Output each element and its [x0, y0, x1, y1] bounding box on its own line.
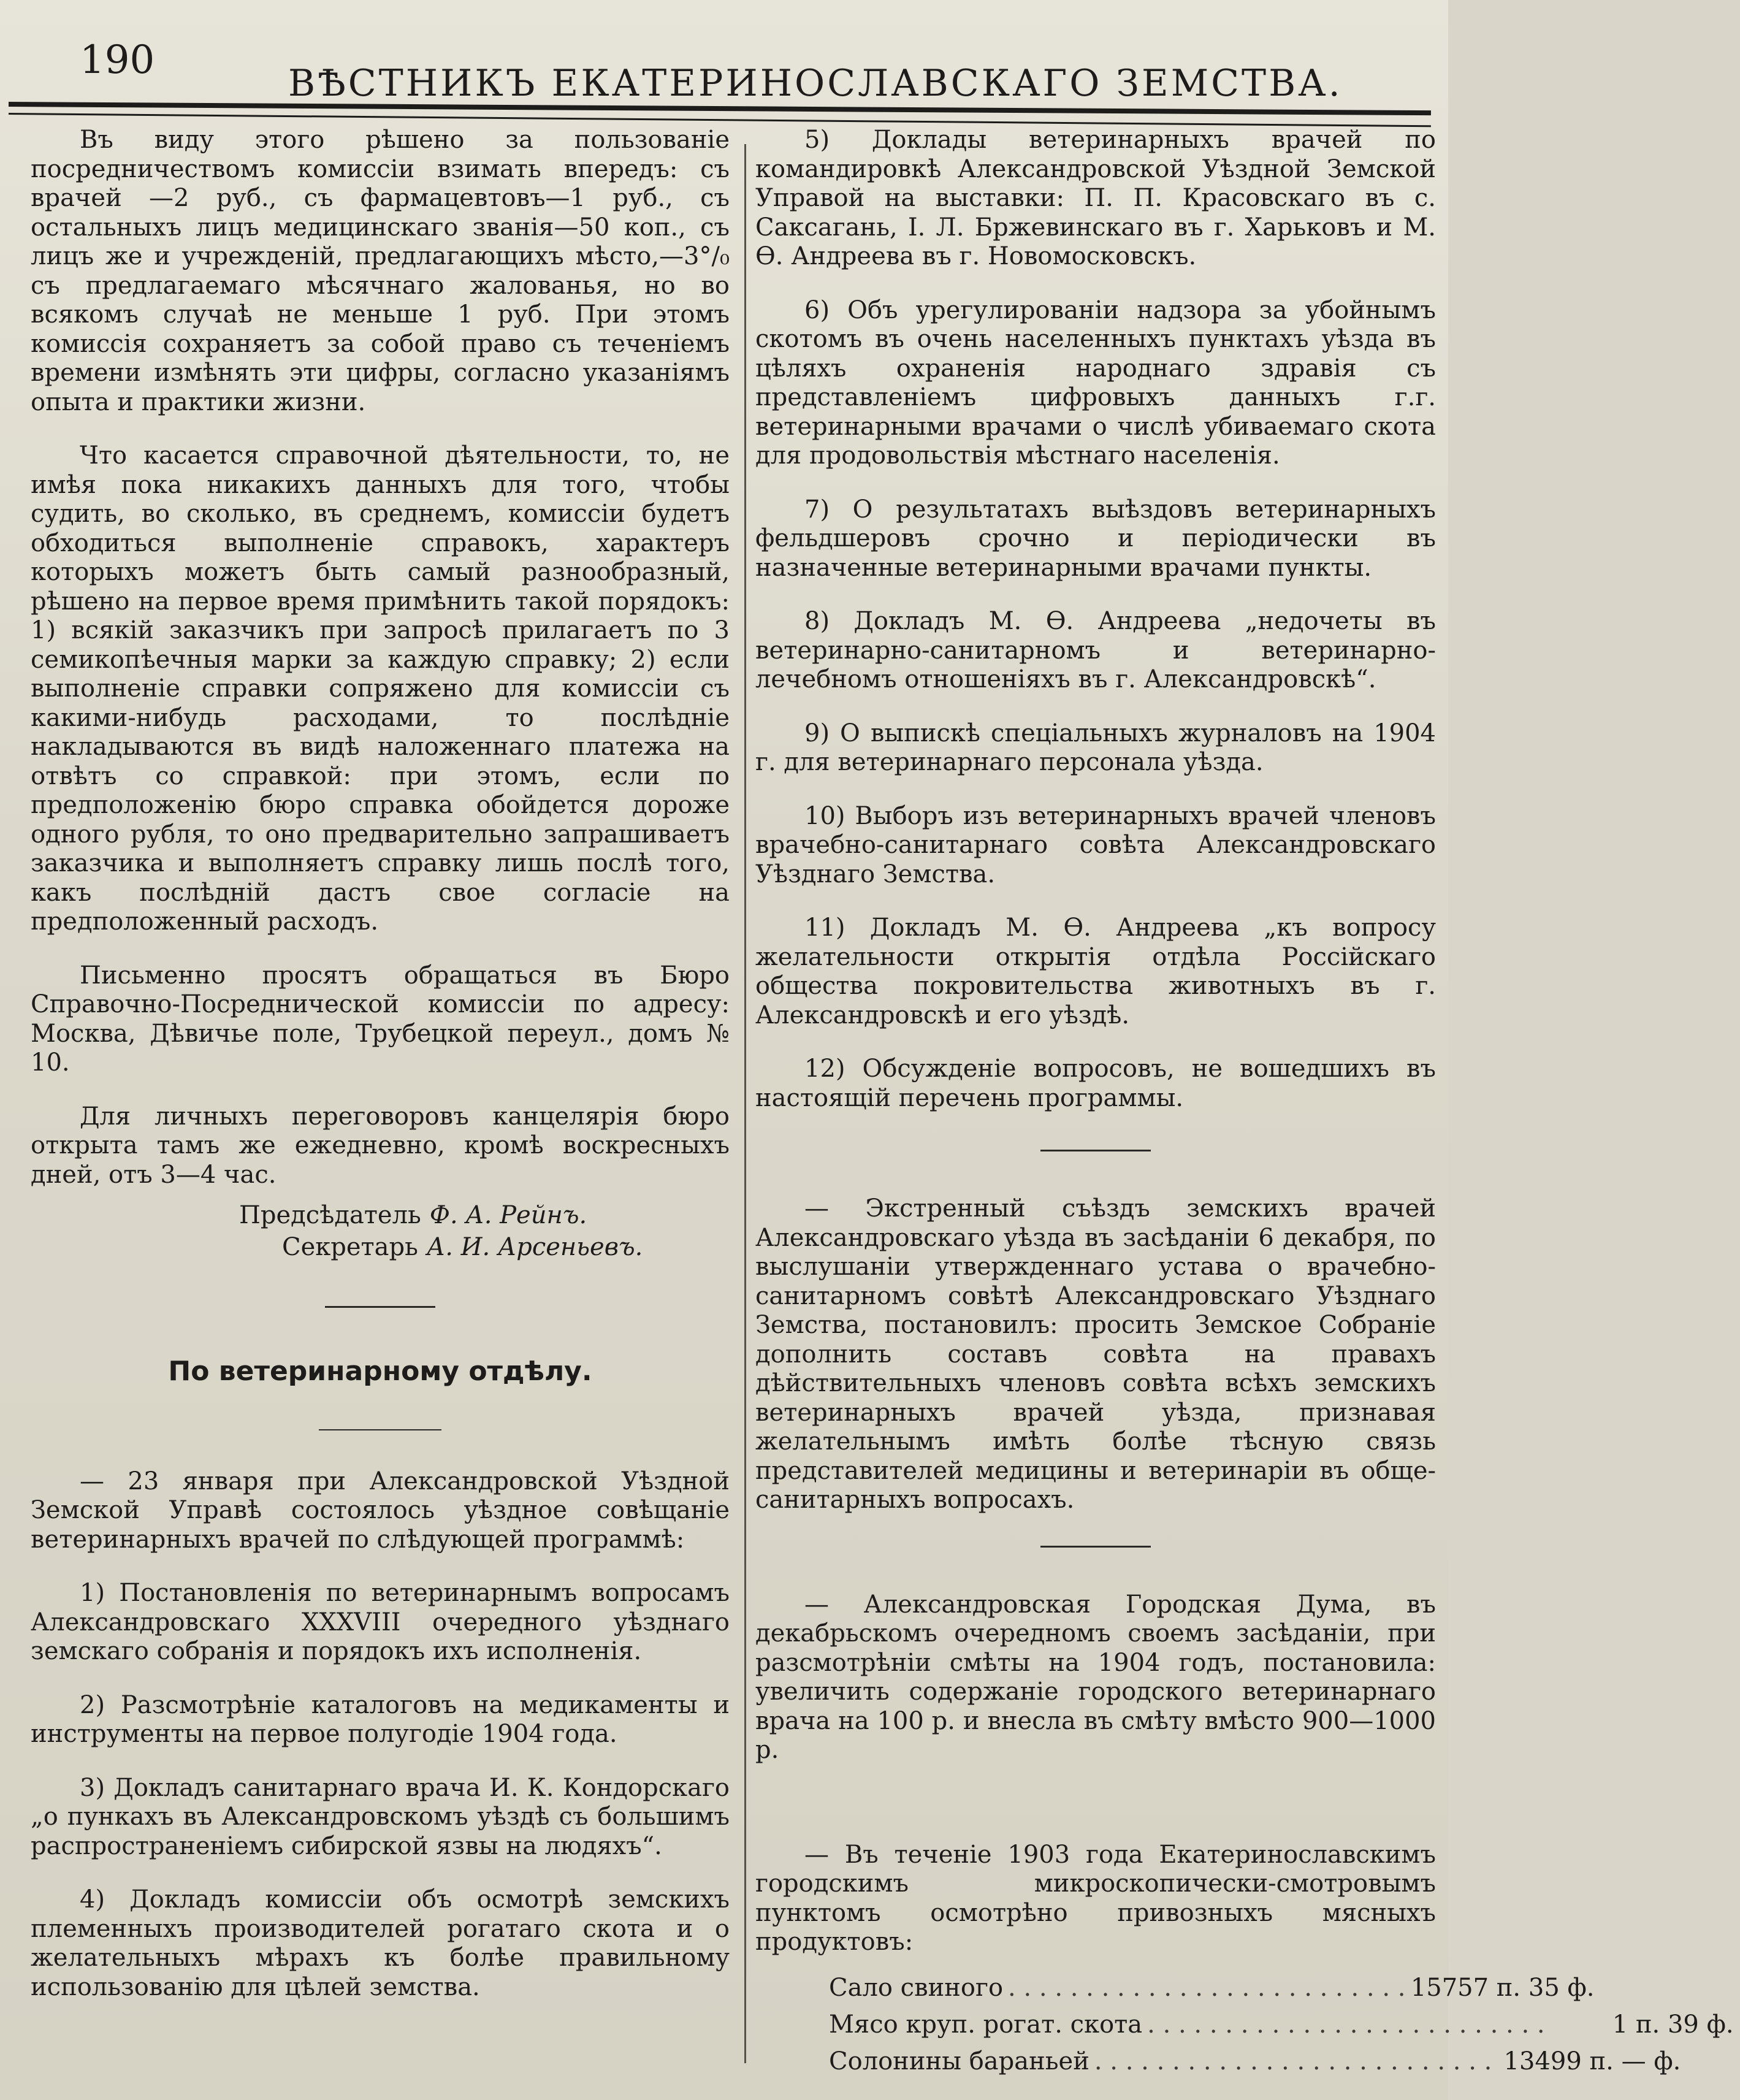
paragraph: — 23 января при Александровской Уѣздной Земской Управѣ состоялось уѣздное совѣщаніе ветеринарныхъ врачей по слѣдующей программѣ: [31, 1467, 730, 1554]
paragraph: Что касается справочной дѣятельности, то, не имѣя пока никакихъ данныхъ для того, чтобы судить, во сколько, въ среднемъ, комиссіи будетъ обходиться выполненіе справокъ, характеръ которыхъ можетъ быть самый разнообразный, рѣшено на первое время примѣнить такой порядокъ: 1) всякій заказчикъ при запросѣ прилагаетъ по 3 семикопѣечныя марки за каждую справку; 2) если выполненіе справки сопряжено для комиссіи съ какими-нибудь расходами, то послѣдніе накладываются въ видѣ наложеннаго платежа на отвѣтъ со справкой: при этомъ, если по предположенію бюро справка обойдется дороже одного рубля, то оно предварительно запрашиваетъ заказчика и выполняетъ справку лишь послѣ того, какъ послѣдній дастъ свое согласіе на предположенный расходъ. [31, 441, 730, 936]
news-item: — Экстренный съѣздъ земскихъ врачей Александровскаго уѣзда въ засѣданіи 6 декабря, по выслушаніи утвержденнаго устава о врачебно-санитарномъ совѣтѣ Александровскаго Уѣзднаго Земства, постановилъ: просить Земское Собраніе дополнить составъ совѣта на правахъ дѣйствительныхъ членовъ совѣта всѣхъ земскихъ ветеринарныхъ врачей уѣзда, признавая желательнымъ имѣть болѣе тѣсную связь представителей медицины и ветеринаріи въ обще-санитарныхъ вопросахъ. [755, 1194, 1436, 1514]
paragraph: Въ виду этого рѣшено за пользованіе посредничествомъ комиссіи взимать впередъ: съ врачей —2 руб., съ фармацевтовъ—1 руб., съ остальныхъ лицъ медицинскаго званія—50 коп., съ лицъ же и учрежденій, предлагающихъ мѣсто,—3°/₀ съ предлагаемаго мѣсячнаго жалованья, но во всякомъ случаѣ не меньше 1 руб. При этомъ комиссія сохраняетъ за собой право съ теченіемъ времени измѣнять эти цифры, согласно указаніямъ опыта и практики жизни. [31, 126, 730, 416]
program-item: 6) Объ урегулированіи надзора за убойнымъ скотомъ въ очень населенныхъ пунктахъ уѣзда въ цѣляхъ охраненія народнаго здравія съ представленіемъ цифровыхъ данныхъ г.г. ветеринарными врачами о числѣ убиваемаго скота для продовольствія мѣстнаго населенія. [755, 296, 1436, 470]
table-value: 15757 п. 35 ф. [1410, 1973, 1595, 2002]
program-item: 12) Обсужденіе вопросовъ, не вошедшихъ въ настоящій перечень программы. [755, 1055, 1436, 1112]
program-item: 7) О результатахъ выѣздовъ ветеринарныхъ фельдшеровъ срочно и періодически въ назначенные ветеринарными врачами пункты. [755, 495, 1436, 582]
paragraph: Для личныхъ переговоровъ канцелярія бюро открыта тамъ же ежедневно, кромѣ воскресныхъ дней, отъ 3—4 час. [31, 1102, 730, 1189]
table-row [755, 1969, 1595, 2006]
left-column [31, 126, 730, 2026]
program-item: 11) Докладъ М. Ѳ. Андреева „къ вопросу желательности открытія отдѣла Россійскаго общества покровительства животныхъ въ г. Александровскѣ и его уѣздѣ. [755, 914, 1436, 1029]
signature-secretary [31, 1231, 730, 1263]
program-item: 10) Выборъ изъ ветеринарныхъ врачей членовъ врачебно-санитарнаго совѣта Александровскаго Уѣзднаго Земства. [755, 801, 1436, 888]
program-item: 4) Докладъ комиссіи объ осмотрѣ земскихъ племенныхъ производителей рогатаго скота и о желательныхъ мѣрахъ къ болѣе правильному использованію для цѣлей земства. [31, 1885, 730, 2001]
program-item: 8) Докладъ М. Ѳ. Андреева „недочеты въ ветеринарно-санитарномъ и ветеринарно-лечебномъ отношеніяхъ въ г. Александровскѣ“. [755, 607, 1436, 693]
signature-role: Секретарь [282, 1233, 418, 1261]
program-item: 9) О выпискѣ спеціальныхъ журналовъ на 1904 г. для ветеринарнаго персонала уѣзда. [755, 719, 1436, 776]
table-value: 13499 п. — ф. [1503, 2047, 1681, 2075]
table-label: Сало свиного [829, 1973, 1004, 2002]
separator-rule [1040, 1546, 1151, 1548]
signature-name: А. И. Арсеньевъ. [426, 1233, 643, 1261]
table-row [755, 2006, 1734, 2043]
right-column [755, 126, 1734, 2080]
dot-leader: . . . . . . . . . . . . . . . . . . . . . . . . . . [1094, 2047, 1492, 2075]
page-number: 190 [80, 37, 155, 83]
program-item: 3) Докладъ санитарнаго врача И. К. Кондорскаго „о пункахъ въ Александровскомъ уѣздѣ съ большимъ распространеніемъ сибирской язвы на людяхъ“. [31, 1773, 730, 1860]
program-item: 2) Разсмотрѣніе каталоговъ на медикаменты и инструменты на первое полугодіе 1904 года. [31, 1690, 730, 1748]
dot-leader: . . . . . . . . . . . . . . . . . . . . . . . . . . [1008, 1973, 1406, 2002]
dot-leader: . . . . . . . . . . . . . . . . . . . . . . . . . . [1147, 2010, 1545, 2039]
section-heading: По ветеринарному отдѣлу. [168, 1356, 592, 1387]
news-item: — Александровская Городская Дума, въ декабрьскомъ очередномъ своемъ засѣданіи, при разсмотрѣніи смѣты на 1904 годъ, постановила: увеличить содержаніе городского ветеринарнаго врача на 100 р. и внесла въ смѣту вмѣсто 900—1000 р. [755, 1590, 1436, 1764]
separator-rule [325, 1306, 435, 1308]
table-value: 1 п. 39 ф. [1612, 2010, 1734, 2039]
products-table [755, 1969, 1734, 2080]
separator-rule [1040, 1150, 1151, 1151]
program-item: 5) Доклады ветеринарныхъ врачей по командировкѣ Александровской Уѣздной Земской Управой на выставки: П. П. Красовскаго въ с. Саксагань, І. Л. Бржевинскаго въ г. Харьковъ и М. Ѳ. Андреева въ г. Новомосковскъ. [755, 126, 1436, 270]
signature-chair [31, 1199, 730, 1231]
header-rule-thin [9, 113, 1431, 127]
separator-rule [319, 1429, 441, 1430]
table-row [755, 2043, 1681, 2080]
column-divider [744, 144, 746, 2063]
separator-rule [1040, 1796, 1151, 1798]
table-label: Солонины бараньей [829, 2047, 1089, 2075]
signature-role: Предсѣдатель [239, 1201, 421, 1229]
table-label: Мясо круп. рогат. скота [829, 2010, 1143, 2039]
news-item: — Въ теченіе 1903 года Екатеринославскимъ городскимъ микроскопически-смотровымъ пунктомъ осмотрѣно привозныхъ мясныхъ продуктовъ: [755, 1840, 1436, 1956]
program-item: 1) Постановленія по ветеринарнымъ вопросамъ Александровскаго XXXVIII очередного уѣзднаго земскаго собранія и порядокъ ихъ исполненія. [31, 1579, 730, 1665]
signature-name: Ф. А. Рейнъ. [429, 1201, 587, 1229]
paragraph: Письменно просятъ обращаться въ Бюро Справочно-Посреднической комиссіи по адресу: Москва, Дѣвичье поле, Трубецкой переул., домъ № 10. [31, 961, 730, 1077]
journal-title: ВѢСТНИКЪ ЕКАТЕРИНОСЛАВСКАГО ЗЕМСТВА. [288, 62, 1343, 105]
